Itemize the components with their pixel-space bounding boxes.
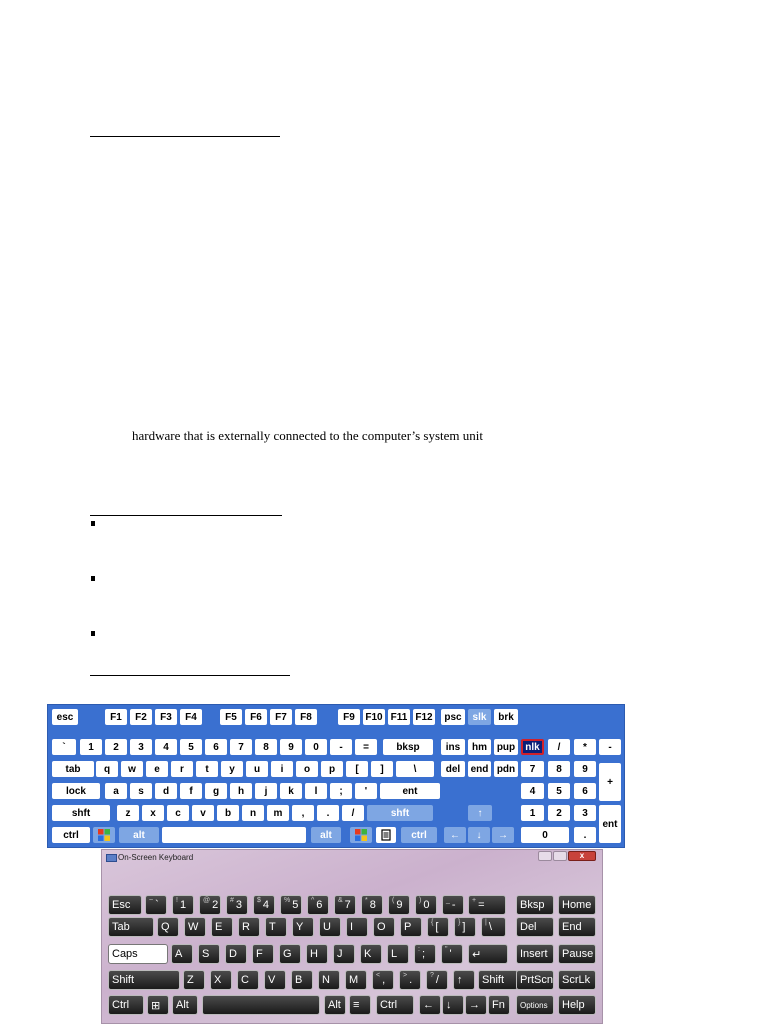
kb2-key: O bbox=[373, 917, 395, 937]
keyboard-image-2 bbox=[101, 849, 603, 1024]
kb1-key: 4 bbox=[155, 739, 177, 755]
kb1-key: / bbox=[342, 805, 364, 821]
kb1-key: 1 bbox=[521, 805, 544, 821]
kb2-key: ≡ bbox=[349, 995, 371, 1015]
kb2-key: } ] bbox=[454, 917, 476, 937]
kb2-key: E bbox=[211, 917, 233, 937]
kb2-key: ) 0 bbox=[415, 895, 437, 915]
kb2-key: { [ bbox=[427, 917, 449, 937]
keyboard-image-1 bbox=[47, 704, 625, 848]
kb1-key: y bbox=[221, 761, 243, 777]
kb1-key: 9 bbox=[574, 761, 596, 777]
kb2-key: PrtScn bbox=[516, 970, 554, 990]
kb2-key: X bbox=[210, 970, 232, 990]
kb1-key: lock bbox=[52, 783, 100, 799]
kb1-key: F7 bbox=[270, 709, 292, 725]
kb2-key: @ 2 bbox=[199, 895, 221, 915]
kb2-key: ↑ bbox=[453, 970, 475, 990]
kb1-key: ent bbox=[599, 805, 621, 843]
kb1-key: 8 bbox=[548, 761, 570, 777]
bullet-1 bbox=[91, 521, 95, 526]
kb2-key: Pause bbox=[558, 944, 596, 964]
kb1-key: e bbox=[146, 761, 168, 777]
kb2-key: Home bbox=[558, 895, 596, 915]
kb1-key: l bbox=[305, 783, 327, 799]
kb2-key: > . bbox=[399, 970, 421, 990]
kb1-key: . bbox=[317, 805, 339, 821]
kb1-key: [ bbox=[346, 761, 368, 777]
windows-logo-key bbox=[350, 827, 372, 843]
kb2-key: F bbox=[252, 944, 274, 964]
kb2-key: Ctrl bbox=[108, 995, 144, 1015]
kb2-key: Shift bbox=[478, 970, 518, 990]
bullet-3 bbox=[91, 631, 95, 636]
kb1-key: \ bbox=[396, 761, 434, 777]
kb2-key: ↓ bbox=[442, 995, 464, 1015]
kb1-key: = bbox=[355, 739, 377, 755]
kb1-key: d bbox=[155, 783, 177, 799]
kb2-key: Esc bbox=[108, 895, 142, 915]
bullet-2 bbox=[91, 576, 95, 581]
kb1-key: m bbox=[267, 805, 289, 821]
kb1-key: ; bbox=[330, 783, 352, 799]
kb1-key: 3 bbox=[130, 739, 152, 755]
heading-rule-1 bbox=[90, 136, 280, 137]
kb1-key: F1 bbox=[105, 709, 127, 725]
kb1-key: h bbox=[230, 783, 252, 799]
kb2-key: End bbox=[558, 917, 596, 937]
menu-key bbox=[376, 827, 396, 843]
kb1-key: ' bbox=[355, 783, 377, 799]
kb2-key: $ 4 bbox=[253, 895, 275, 915]
kb1-key: brk bbox=[494, 709, 518, 725]
kb1-key: tab bbox=[52, 761, 94, 777]
kb1-key: pdn bbox=[494, 761, 518, 777]
kb2-key: ← bbox=[419, 995, 441, 1015]
kb1-key: del bbox=[441, 761, 465, 777]
kb1-key: slk bbox=[468, 709, 491, 725]
kb1-key: i bbox=[271, 761, 293, 777]
kb2-key: < , bbox=[372, 970, 394, 990]
kb1-key: nlk bbox=[521, 739, 544, 755]
kb2-key: → bbox=[465, 995, 487, 1015]
kb1-key: ↓ bbox=[468, 827, 490, 843]
kb1-key: ] bbox=[371, 761, 393, 777]
minimize-icon bbox=[538, 851, 552, 861]
kb2-key: Options bbox=[516, 995, 554, 1015]
kb2-key: # 3 bbox=[226, 895, 248, 915]
kb2-key: Ctrl bbox=[376, 995, 414, 1015]
kb2-key: Z bbox=[183, 970, 205, 990]
kb1-key: hm bbox=[468, 739, 491, 755]
kb1-key: shft bbox=[367, 805, 433, 821]
kb1-key: q bbox=[96, 761, 118, 777]
kb2-key: L bbox=[387, 944, 409, 964]
kb1-key: - bbox=[330, 739, 352, 755]
kb1-key: alt bbox=[311, 827, 341, 843]
kb2-key: D bbox=[225, 944, 247, 964]
kb2-key: ~ ` bbox=[145, 895, 167, 915]
kb1-key: v bbox=[192, 805, 214, 821]
kb1-key: o bbox=[296, 761, 318, 777]
kb2-key: N bbox=[318, 970, 340, 990]
kb1-key: u bbox=[246, 761, 268, 777]
kb2-key: B bbox=[291, 970, 313, 990]
kb2-key: ↵ bbox=[468, 944, 508, 964]
kb2-key: " ' bbox=[441, 944, 463, 964]
kb1-key: ent bbox=[380, 783, 440, 799]
kb1-key: 6 bbox=[574, 783, 596, 799]
heading-rule-3 bbox=[90, 675, 290, 676]
kb1-key: p bbox=[321, 761, 343, 777]
kb2-key: Alt bbox=[172, 995, 198, 1015]
kb1-key: 3 bbox=[574, 805, 596, 821]
kb1-key: 7 bbox=[230, 739, 252, 755]
kb1-key: 2 bbox=[105, 739, 127, 755]
kb2-key: Bksp bbox=[516, 895, 554, 915]
kb1-key: ` bbox=[52, 739, 76, 755]
kb1-key: * bbox=[574, 739, 596, 755]
window-title: On-Screen Keyboard bbox=[118, 853, 194, 862]
kb1-key: , bbox=[292, 805, 314, 821]
kb2-key: J bbox=[333, 944, 355, 964]
kb2-key: Q bbox=[157, 917, 179, 937]
kb2-key: Tab bbox=[108, 917, 154, 937]
kb2-key: Caps bbox=[108, 944, 168, 964]
kb2-key: C bbox=[237, 970, 259, 990]
kb1-key: j bbox=[255, 783, 277, 799]
kb2-key: ! 1 bbox=[172, 895, 194, 915]
kb1-key: 4 bbox=[521, 783, 544, 799]
kb2-key: Fn bbox=[488, 995, 510, 1015]
kb1-key: k bbox=[280, 783, 302, 799]
kb2-key: V bbox=[264, 970, 286, 990]
windows-logo-key bbox=[93, 827, 115, 843]
kb1-key: F2 bbox=[130, 709, 152, 725]
kb1-key: end bbox=[468, 761, 491, 777]
kb1-key: 5 bbox=[180, 739, 202, 755]
kb2-key: Alt bbox=[324, 995, 346, 1015]
kb1-key: F6 bbox=[245, 709, 267, 725]
kb2-key: Shift bbox=[108, 970, 180, 990]
kb1-key: → bbox=[492, 827, 514, 843]
windows-icon bbox=[97, 828, 111, 842]
kb1-key: - bbox=[599, 739, 621, 755]
kb2-key: P bbox=[400, 917, 422, 937]
kb1-key: a bbox=[105, 783, 127, 799]
kb2-key: S bbox=[198, 944, 220, 964]
heading-rule-2 bbox=[90, 515, 282, 516]
kb1-key: F3 bbox=[155, 709, 177, 725]
kb2-key: Del bbox=[516, 917, 554, 937]
kb1-key: 0 bbox=[521, 827, 569, 843]
kb1-key: c bbox=[167, 805, 189, 821]
kb1-key: alt bbox=[119, 827, 159, 843]
kb1-key: F12 bbox=[413, 709, 435, 725]
kb1-key: x bbox=[142, 805, 164, 821]
kb2-key: T bbox=[265, 917, 287, 937]
kb1-key: 8 bbox=[255, 739, 277, 755]
kb2-key: Help bbox=[558, 995, 596, 1015]
kb2-key: : ; bbox=[414, 944, 436, 964]
kb1-key: F4 bbox=[180, 709, 202, 725]
kb1-key: bksp bbox=[383, 739, 433, 755]
kb1-key: pup bbox=[494, 739, 518, 755]
kb2-key: ScrLk bbox=[558, 970, 596, 990]
kb1-key: ctrl bbox=[401, 827, 437, 843]
kb1-key: 1 bbox=[80, 739, 102, 755]
kb2-key: A bbox=[171, 944, 193, 964]
kb1-key: 2 bbox=[548, 805, 570, 821]
kb1-key: shft bbox=[52, 805, 110, 821]
kb1-key: 5 bbox=[548, 783, 570, 799]
menu-icon bbox=[381, 829, 391, 841]
kb2-key: ? / bbox=[426, 970, 448, 990]
kb1-key: + bbox=[599, 763, 621, 801]
keyboard-icon bbox=[106, 854, 117, 862]
kb2-key: K bbox=[360, 944, 382, 964]
kb2-key: & 7 bbox=[334, 895, 356, 915]
kb1-key: b bbox=[217, 805, 239, 821]
windows-icon bbox=[354, 828, 368, 842]
kb2-key: Insert bbox=[516, 944, 554, 964]
kb2-key: ( 9 bbox=[388, 895, 410, 915]
kb1-key: ins bbox=[441, 739, 465, 755]
maximize-icon bbox=[553, 851, 567, 861]
kb1-key: ↑ bbox=[468, 805, 492, 821]
kb1-key: 9 bbox=[280, 739, 302, 755]
kb1-key: ctrl bbox=[52, 827, 90, 843]
kb1-key: 7 bbox=[521, 761, 544, 777]
kb2-key: W bbox=[184, 917, 206, 937]
kb1-key: s bbox=[130, 783, 152, 799]
kb2-key: | \ bbox=[481, 917, 506, 937]
kb2-key: H bbox=[306, 944, 328, 964]
kb1-key: 6 bbox=[205, 739, 227, 755]
kb1-key: w bbox=[121, 761, 143, 777]
kb1-key: esc bbox=[52, 709, 78, 725]
kb1-key: n bbox=[242, 805, 264, 821]
kb2-key: ⊞ bbox=[147, 995, 169, 1015]
kb1-key: psc bbox=[441, 709, 465, 725]
body-text-line: hardware that is externally connected to the computer’s system unit bbox=[132, 428, 484, 443]
kb2-key: M bbox=[345, 970, 367, 990]
kb2-key: % 5 bbox=[280, 895, 302, 915]
kb1-key: r bbox=[171, 761, 193, 777]
kb1-key: g bbox=[205, 783, 227, 799]
kb2-key: * 8 bbox=[361, 895, 383, 915]
kb1-key: F10 bbox=[363, 709, 385, 725]
kb1-key: 0 bbox=[305, 739, 327, 755]
kb1-key: / bbox=[548, 739, 570, 755]
kb1-key: t bbox=[196, 761, 218, 777]
kb2-key: G bbox=[279, 944, 301, 964]
kb1-key: . bbox=[574, 827, 596, 843]
kb2-key: R bbox=[238, 917, 260, 937]
close-icon: x bbox=[568, 851, 596, 861]
space-bar bbox=[162, 827, 306, 843]
kb2-key: ^ 6 bbox=[307, 895, 329, 915]
kb1-key: F11 bbox=[388, 709, 410, 725]
kb1-key: z bbox=[117, 805, 139, 821]
kb1-key: ← bbox=[444, 827, 466, 843]
kb2-key bbox=[202, 995, 320, 1015]
kb2-key: _ - bbox=[442, 895, 464, 915]
kb1-key: F5 bbox=[220, 709, 242, 725]
kb1-key: f bbox=[180, 783, 202, 799]
kb1-key: F8 bbox=[295, 709, 317, 725]
kb2-key: I bbox=[346, 917, 368, 937]
kb2-key: U bbox=[319, 917, 341, 937]
kb2-key: Y bbox=[292, 917, 314, 937]
kb1-key: F9 bbox=[338, 709, 360, 725]
kb2-key: + = bbox=[468, 895, 506, 915]
